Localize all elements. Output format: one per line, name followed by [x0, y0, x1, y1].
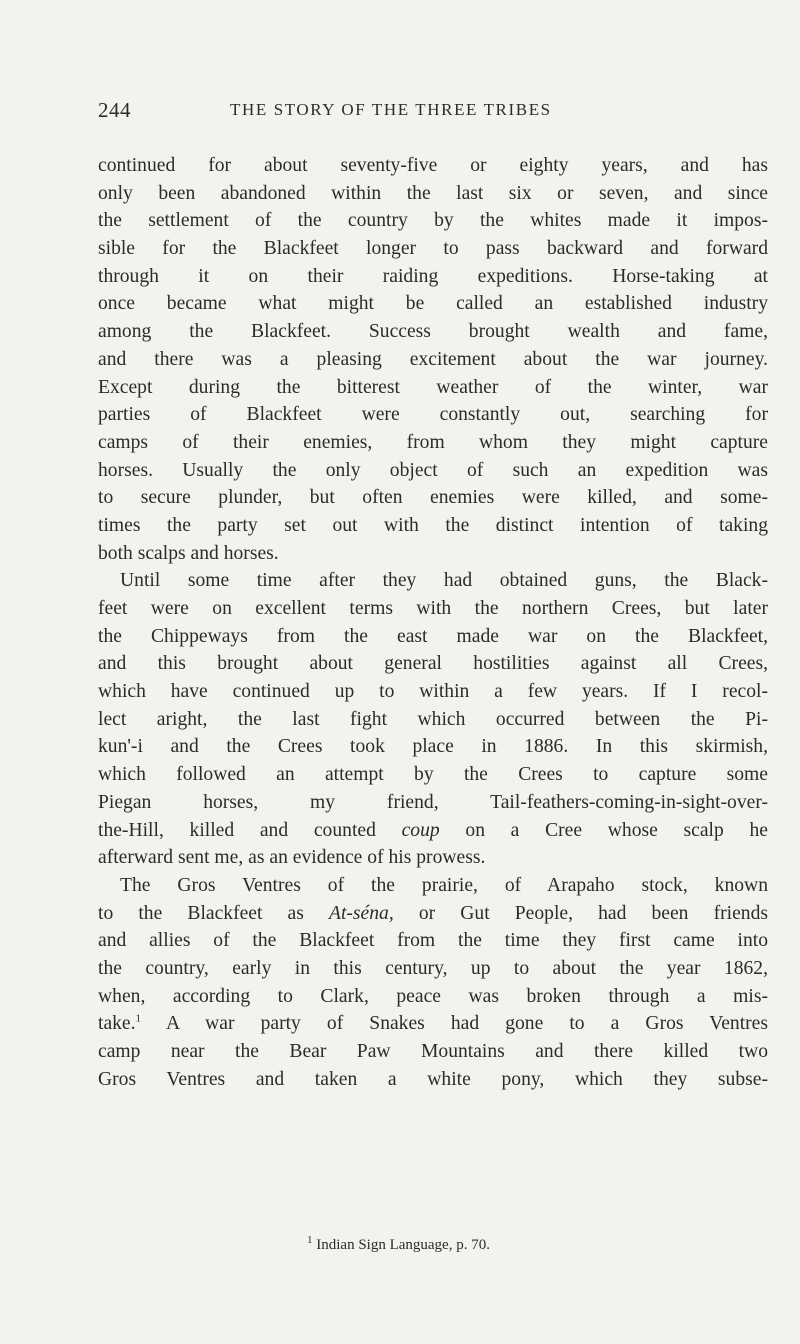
- text-line: sible for the Blackfeet longer to pass backward and forward: [98, 238, 768, 260]
- running-head: [98, 98, 638, 128]
- text-line: [98, 1010, 768, 1038]
- text-line: only been abandoned within the last six or seven, and since: [98, 182, 768, 204]
- footnote-marker: 1: [307, 1234, 313, 1246]
- footnote-text: Indian Sign Language, p. 70.: [316, 1237, 490, 1253]
- footnote: [307, 1234, 490, 1254]
- text-line: the Chippeways from the east made war on the Blackfeet,: [98, 625, 768, 647]
- text-line: parties of Blackfeet were constantly out, searching for: [98, 404, 768, 426]
- text-line: camp near the Bear Paw Mountains and there killed two: [98, 1041, 768, 1062]
- text-line: once became what might be called an established industry: [98, 293, 768, 315]
- text-line: continued for about seventy-five or eighty years, and has: [98, 155, 768, 176]
- text-line: when, according to Clark, peace was broken through a mis-: [98, 985, 768, 1007]
- italic-word-at-sena: At-séna,: [328, 902, 394, 924]
- text-line: the settlement of the country by the whites made it impos-: [98, 210, 768, 232]
- text-line: which have continued up to within a few years. If I recol-: [98, 681, 768, 703]
- text-line: Piegan horses, my friend, Tail-feathers-coming-in-sight-over-: [98, 791, 768, 813]
- text-segment: A war party of Snakes had gone to a Gros Ventres: [166, 1013, 768, 1035]
- text-line: both scalps and horses.: [98, 542, 279, 564]
- text-line: [98, 900, 768, 928]
- body-text: [98, 152, 768, 1093]
- text-line: Until some time after they had obtained guns, the Black-: [120, 570, 768, 592]
- text-line: and this brought about general hostilities against all Crees,: [98, 653, 768, 675]
- text-segment: on a Cree whose scalp he: [465, 819, 768, 841]
- page-number: 244: [98, 98, 131, 122]
- text-segment: or Gut People, had been friends: [418, 902, 768, 924]
- text-line: [98, 817, 768, 845]
- text-line: feet were on excellent terms with the northern Crees, but later: [98, 598, 768, 619]
- text-line: the country, early in this century, up to about the year 1862,: [98, 957, 768, 979]
- text-line: among the Blackfeet. Success brought wealth and fame,: [98, 321, 768, 343]
- text-line: kun'-i and the Crees took place in 1886. In this skirmish,: [98, 736, 768, 758]
- text-line: times the party set out with the distinct intention of taking: [98, 514, 768, 536]
- text-segment: the-Hill, killed and counted: [98, 819, 376, 841]
- text-line: Gros Ventres and taken a white pony, which they subse-: [98, 1068, 768, 1090]
- text-line: horses. Usually the only object of such an expedition was: [98, 459, 768, 481]
- text-segment: to the Blackfeet as: [98, 902, 304, 924]
- text-line: through it on their raiding expeditions. Horse-taking at: [98, 265, 768, 287]
- text-line: The Gros Ventres of the prairie, of Arapaho stock, known: [120, 874, 768, 896]
- text-line: and allies of the Blackfeet from the time they first came into: [98, 930, 768, 952]
- text-line: to secure plunder, but often enemies were killed, and some-: [98, 487, 768, 509]
- text-line: which followed an attempt by the Crees to capture some: [98, 764, 768, 786]
- italic-word-coup: coup: [401, 819, 440, 841]
- text-line: and there was a pleasing excitement about the war journey.: [98, 348, 768, 370]
- running-title: THE STORY OF THE THREE TRIBES: [230, 100, 552, 119]
- footnote-reference: 1: [135, 1012, 142, 1025]
- text-segment: take.: [98, 1013, 136, 1035]
- text-line: camps of their enemies, from whom they might capture: [98, 431, 768, 453]
- text-line: afterward sent me, as an evidence of his prowess.: [98, 847, 486, 869]
- text-line: lect aright, the last fight which occurred between the Pi-: [98, 708, 768, 730]
- text-line: Except during the bitterest weather of the winter, war: [98, 376, 768, 398]
